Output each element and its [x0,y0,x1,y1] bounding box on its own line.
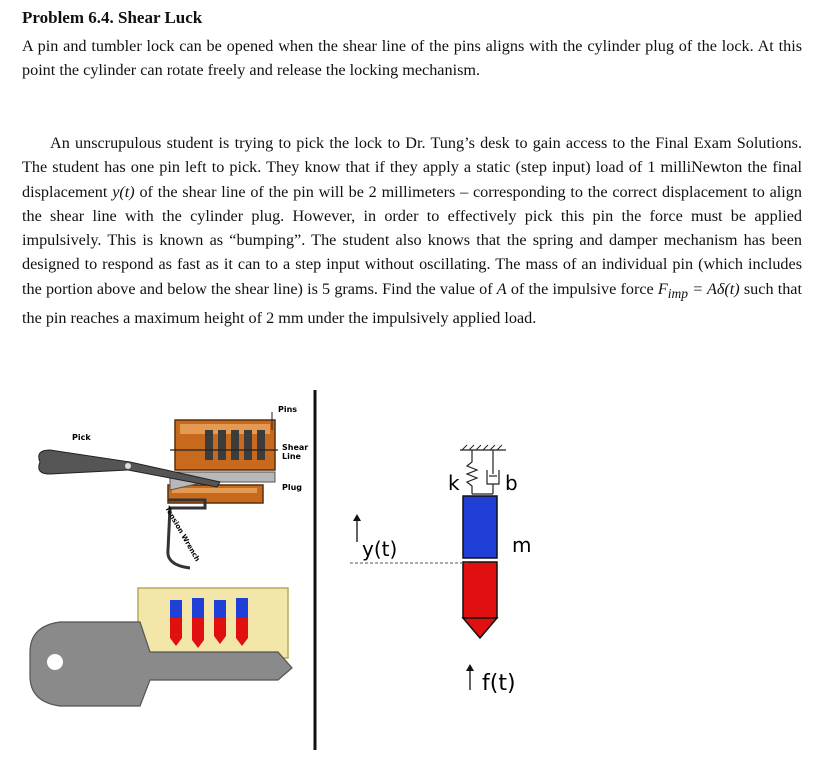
key-and-cylinder [30,588,292,706]
label-plug: Plug [282,483,303,492]
figure-svg [20,390,820,763]
label-shear-line-1: Shear [282,443,309,452]
paragraph-text-2: of the shear line of the pin will be 2 millimeters – corresponding to the correct displacement to align the shear line with the cylinder plug. However, in order to effectively pick this pin the force must be applied impulsively. This is known as “bumping”. The student also knows that the spring and damper mechanism has been designed to respond as fast as it can to a step input without oscillating. The mass of an individual pin (which includes the portion above and below the shear line) is 5 grams. Find the value of [22,182,802,298]
math-impulse-expression: = Aδ(t) [688,279,740,298]
ground-hatch [462,445,502,450]
mass-upper-blue [463,496,497,558]
label-m: m [512,533,532,557]
label-b: b [505,471,518,495]
label-tension-wrench: Tension Wrench [163,505,202,563]
lock-illustration [30,405,311,706]
figure [20,390,820,763]
spring [467,450,477,494]
label-pick: Pick [72,433,91,442]
mass-lower-red [463,562,497,618]
label-shear-line [282,443,311,461]
pin-tip [463,618,497,638]
paragraph-text-4: such that the pin reaches a maximum height of 2 mm under the impulsively applied load. [22,279,802,328]
problem-paragraph [22,131,802,331]
paragraph-text-1: An unscrupulous student is trying to pick the lock to Dr. Tung’s desk to gain access to the Final Exam Solutions. The student has one pin left to pick. They know that if they apply a static (step input) load of 1 milliNewton the final displacement [22,134,802,201]
key-hole [47,654,63,670]
math-f: F [657,279,668,298]
paragraph-text-3: of the impulsive force [506,279,658,298]
intro-paragraph: A pin and tumbler lock can be opened when the shear line of the pins aligns with the cylinder plug of the lock. At this point the cylinder can rotate freely and release the locking mechanism. [22,37,802,80]
label-pins: Pins [278,405,298,414]
label-y-of-t: y(t) [362,537,398,561]
force-arrow [466,664,474,671]
label-shear-line-2: Line [282,452,301,461]
label-f-of-t: f(t) [482,671,516,696]
damper [487,450,499,494]
math-a: A [496,279,507,298]
mass-spring-damper [350,445,531,696]
label-k: k [448,471,460,495]
problem-heading: Problem 6.4. Shear Luck [22,8,203,27]
displacement-arrow [353,514,361,521]
math-subscript-imp: imp [667,286,689,302]
math-y-of-t: y(t) [112,182,135,201]
